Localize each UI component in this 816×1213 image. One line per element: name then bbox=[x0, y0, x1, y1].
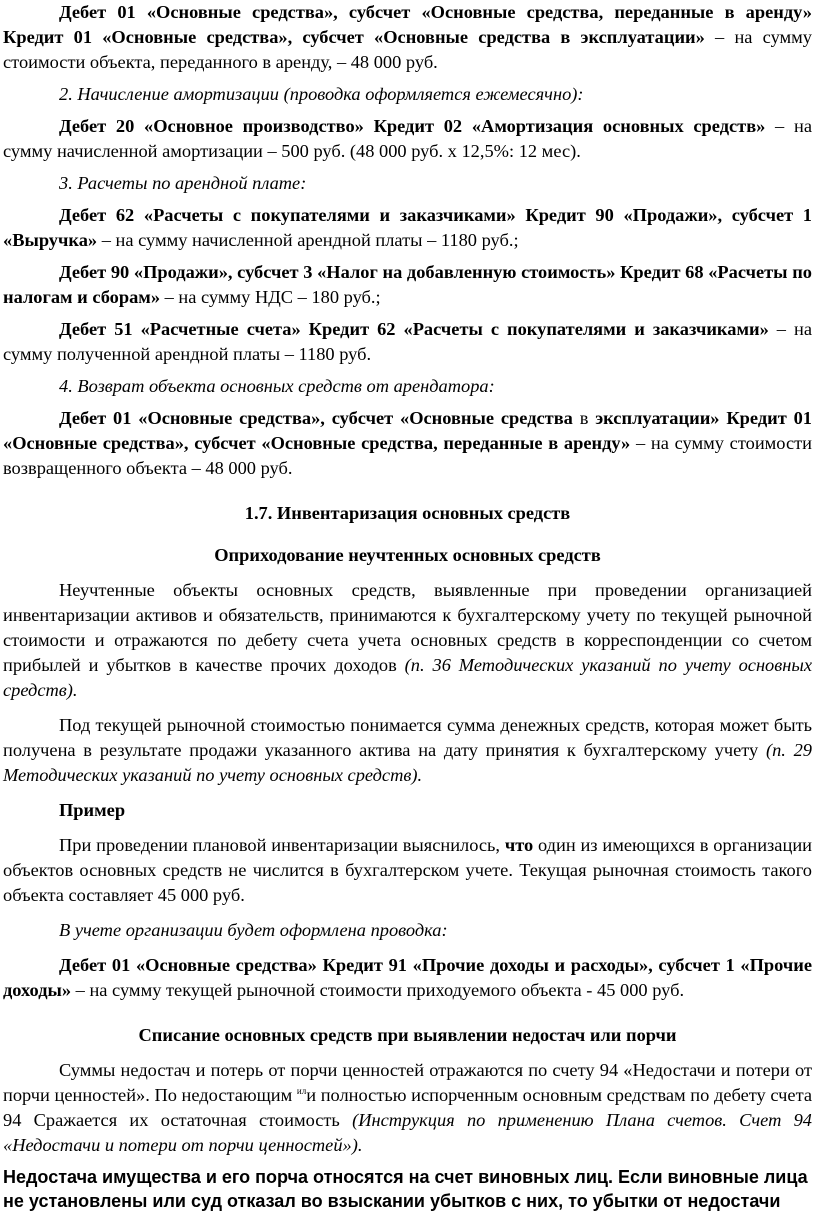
paragraph-text-continued: и полностью испорченным основным средствам по дебету счета 94 Сражается их остаточная стоимость bbox=[3, 1085, 813, 1130]
example-heading: Пример bbox=[59, 800, 126, 820]
subsection-heading-unrecorded: Оприходование неучтенных основных средств bbox=[214, 545, 601, 565]
entry-accounts: Дебет 90 «Продажи», субсчет 3 «Налог на добавленную стоимость» Кредит 68 «Расчеты по налогам и сборам» bbox=[3, 262, 812, 307]
paragraph-unrecorded-assets bbox=[3, 578, 812, 703]
paragraph-entry-depreciation bbox=[3, 114, 812, 164]
bold-word: что bbox=[504, 835, 534, 855]
entry-accounts: Дебет 01 «Основные средства» Кредит 91 «Прочие доходы и расходы», субсчет 1 «Прочие доходы» bbox=[3, 955, 812, 1000]
section-heading: 1.7. Инвентаризация основных средств bbox=[244, 503, 571, 523]
list-item-depreciation: 2. Начисление амортизации (проводка оформляется ежемесячно): bbox=[59, 84, 584, 104]
paragraph-text-continued: один из имеющихся в организации объектов основных средств не числится в бухгалтерском учете. Текущая рыночная стоимость такого объекта составляет 45 000 руб. bbox=[3, 835, 812, 905]
paragraph-entry-rent-revenue bbox=[3, 203, 812, 253]
paragraph-text: Под текущей рыночной стоимостью понимается сумма денежных средств, которая может быть получена в результате продажи указанного актива на дату принятия к бухгалтерскому учету bbox=[3, 715, 812, 760]
reference-citation: (п. 36 Методических указаний по учету основных средств). bbox=[3, 655, 812, 700]
subsection-heading-writeoff: Списание основных средств при выявлении недостач или порчи bbox=[138, 1025, 677, 1045]
paragraph-entry-transfer bbox=[3, 0, 812, 75]
paragraph-example bbox=[3, 833, 812, 908]
paragraph-entry-vat bbox=[3, 260, 812, 310]
entry-accounts: Дебет 62 «Расчеты с покупателями и заказчиками» Кредит 90 «Продажи», субсчет 1 «Выручка» bbox=[3, 205, 812, 250]
entry-accounts: Дебет 01 «Основные средства», субсчет «Основные средства, переданные в аренду» Кредит 01 «Основные средства», субсчет «Основные средства в эксплуатации» bbox=[3, 2, 812, 47]
paragraph-entry-intro: В учете организации будет оформлена проводка: bbox=[59, 920, 448, 940]
entry-accounts: Дебет 51 «Расчетные счета» Кредит 62 «Расчеты с покупателями и заказчиками» bbox=[59, 319, 769, 339]
paragraph-market-value bbox=[3, 713, 812, 788]
entry-accounts: Дебет 20 «Основное производство» Кредит 02 «Амортизация основных средств» bbox=[59, 116, 766, 136]
entry-description: – на сумму начисленной арендной платы – 1180 руб.; bbox=[97, 230, 519, 250]
entry-connector: в bbox=[572, 408, 596, 428]
paragraph-text: При проведении плановой инвентаризации выяснилось, bbox=[59, 835, 505, 855]
entry-description: – на сумму стоимости объекта, переданного в аренду, – 48 000 руб. bbox=[3, 27, 812, 72]
paragraph-entry-other-income bbox=[3, 953, 812, 1003]
paragraph-text: Неучтенные объекты основных средств, выявленные при проведении организацией инвентаризации активов и обязательств, принимаются к бухгалтерскому учету по текущей рыночной стоимости и отражаются по дебету счета учета основных средств в корреспонденции со счетом прибылей и убытков в качестве прочих доходов bbox=[3, 580, 812, 675]
entry-accounts: Дебет 01 «Основные средства», субсчет «Основные средства bbox=[59, 408, 573, 428]
list-item-rent-settlements: 3. Расчеты по арендной плате: bbox=[59, 173, 307, 193]
reference-citation: (п. 29 Методических указаний по учету основных средств). bbox=[3, 740, 813, 785]
paragraph-entry-rent-received bbox=[3, 317, 812, 367]
entry-description: – на сумму полученной арендной платы – 1180 руб. bbox=[3, 319, 812, 364]
paragraph-text: Суммы недостач и потерь от порчи ценностей отражаются по счету 94 «Недостачи и потери от порчи ценностей». По недостающим bbox=[3, 1060, 812, 1105]
superscript-mark: ил bbox=[296, 1085, 307, 1096]
entry-description: – на сумму текущей рыночной стоимости приходуемого объекта - 45 000 руб. bbox=[71, 980, 685, 1000]
entry-description: – на сумму начисленной амортизации – 500 руб. (48 000 руб. х 12,5%: 12 мес). bbox=[3, 116, 812, 161]
paragraph-liability: Недостача имущества и его порча относятся на счет виновных лиц. Если виновные лица не установлены или суд отказал во взыскании убытков с них, то убытки от недостачи bbox=[3, 1167, 808, 1211]
paragraph-entry-return bbox=[3, 406, 812, 481]
reference-citation: (Инструкция по применению Плана счетов. Счет 94 «Недостачи и потери от порчи ценностей»). bbox=[3, 1110, 812, 1155]
entry-description: – на сумму НДС – 180 руб.; bbox=[160, 287, 381, 307]
entry-accounts-continued: эксплуатации» Кредит 01 «Основные средства», субсчет «Основные средства, переданные в аренду» bbox=[3, 408, 812, 453]
entry-description: – на сумму стоимости возвращенного объекта – 48 000 руб. bbox=[3, 433, 812, 478]
list-item-return: 4. Возврат объекта основных средств от арендатора: bbox=[59, 376, 495, 396]
paragraph-shortages bbox=[3, 1058, 812, 1158]
